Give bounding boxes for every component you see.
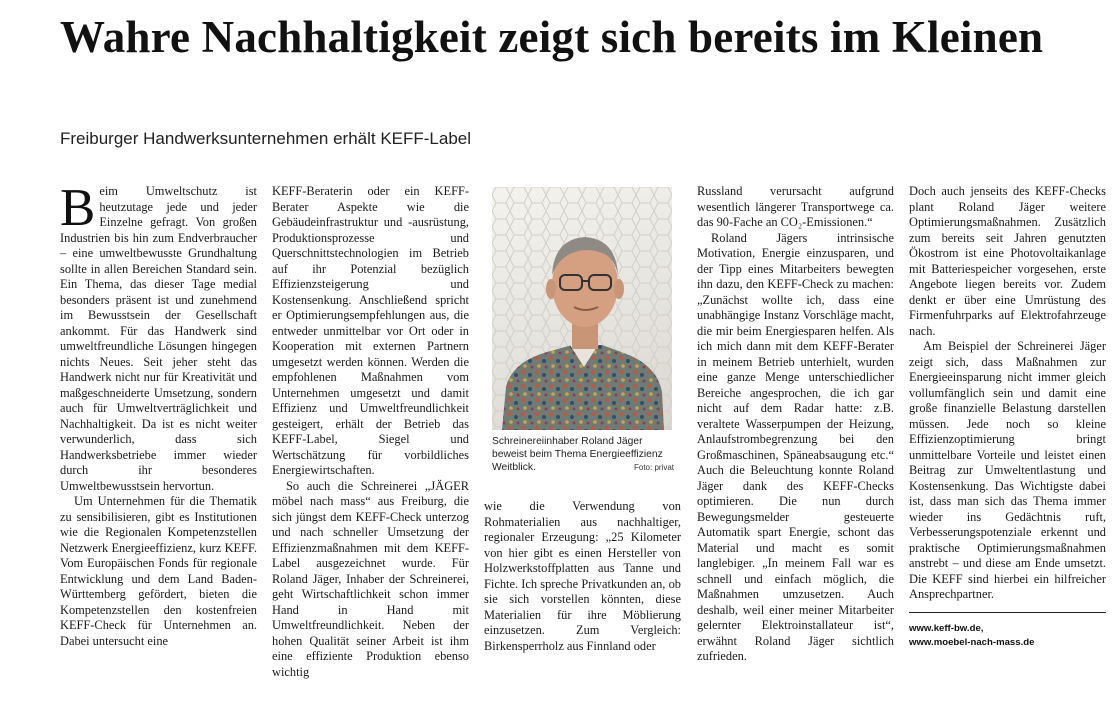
photo-credit: Foto: privat xyxy=(633,463,674,472)
article-column-3 xyxy=(484,499,681,654)
portrait-illustration xyxy=(492,187,672,430)
paragraph: Roland Jägers intrinsische Motivation, Energie einzusparen, und der Tipp eines Mitarbeiters bewegten ihn dazu, den KEFF-Check zu machen: „Zunächst wollte ich, dass eine unabhängige Instanz Vorschläge macht, die mir beim Energiesparen helfen. Als ich mich dann mit dem KEFF-Berater in meinem Betrieb unterhielt, wurden eine ganze Menge unterschiedlicher Bereiche angesprochen, die ich gar nicht auf dem Radar hatte: z.B. veraltete Wasserpumpen der Heizung, Anlaufstrombegrenzung bei den Großmaschinen, Späneabsaugung etc.“ Auch die Beleuchtung konnte Roland Jäger dank des KEFF-Checks optimieren. Die nun durch Bewegungsmelder gesteuerte Automatik spart Energie, schont das Material und macht es somit langlebiger. „In meinem Fall war es schnell und einfach möglich, die Maßnahmen umzusetzen. Auch deshalb, weil einer meiner Mitarbeiter gelernter Elektroinstallateur ist“, erwähnt Roland Jäger sichtlich zufrieden. xyxy=(697,230,894,663)
article-column-5 xyxy=(909,184,1106,603)
drop-cap: B xyxy=(60,179,96,237)
divider xyxy=(909,612,1106,613)
article-column-2 xyxy=(272,184,469,680)
portrait-photo xyxy=(492,187,672,430)
article-column-1 xyxy=(60,179,257,649)
paragraph: Beim Umweltschutz ist heutzutage jede und jeder Einzelne gefragt. Von großen Industrien bis hin zum Endverbraucher – eine umweltbewusste Grundhaltung sollte in allen Bereichen Standard sein. Ein Thema, das dieser Tage medial besonders präsent ist und zunehmend im Bewusstsein der Gesellschaft ankommt. Für das Handwerk sind umweltfreundliche Lösungen hingegen nichts Neues. Seit jeher steht das Handwerk nicht nur für Kreativität und maßgeschneiderte Umsetzung, sondern auch für Umweltverträglichkeit und Nachhaltigkeit. Da ist es nicht weiter verwunderlich, dass sich Handwerksbetriebe immer wieder durch ihr besonderes Umweltbewusstsein hervortun. xyxy=(60,179,257,493)
subtitle: Freiburger Handwerksunternehmen erhält KEFF-Label xyxy=(60,129,472,148)
article-column-4 xyxy=(697,184,894,665)
web-links xyxy=(909,622,1106,650)
paragraph: Um Unternehmen für die Thematik zu sensibilisieren, gibt es Institutionen wie die Regionalen Kompetenzstellen Netzwerk Energieeffizienz, kurz KEFF. Vom Europäischen Fonds für regionale Entwicklung und dem Land Baden-Württemberg gefördert, bieten die Kompetenzstellen den kostenfreien KEFF-Check für Unternehmen an. Dabei untersucht eine xyxy=(60,494,257,648)
paragraph: Doch auch jenseits des KEFF-Checks plant Roland Jäger weitere Optimierungsmaßnahmen. Zusätzlich zum bereits seit Jahren genutzten Ökostrom ist eine Photovoltaikanlage mit Batteriespeicher vorgesehen, erste Angebote liegen bereits vor. Zudem denkt er über eine Umrüstung des Firmenfuhrparks auf Elektrofahrzeuge nach. xyxy=(909,184,1106,338)
paragraph: Russland verursacht aufgrund wesentlich längerer Transportwege ca. das 90-Fache an CO₂-Emissionen.“ xyxy=(697,184,894,229)
paragraph: wie die Verwendung von Rohmaterialien aus nachhaltiger, regionaler Erzeugung: „25 Kilometer von hier gibt es einen Hersteller von Holzwerkstoffplatten aus Tanne und Fichte. Ich spreche Privatkunden an, ob sie sich vorstellen könnten, diese Materialien für ihre Möblierung einzusetzen. Zum Vergleich: Birkensperrholz aus Finnland oder xyxy=(484,499,681,653)
paragraph: KEFF-Beraterin oder ein KEFF-Berater Aspekte wie die Gebäudeinfrastruktur und -ausrüstung, Produktionsprozesse und Querschnittstechnologien im Betrieb auf ihr Potenzial bezüglich Effizienzsteigerung und Kostensenkung. Anschließend spricht er Optimierungsempfehlungen aus, die entweder unmittelbar vor Ort oder in Kooperation mit externen Partnern umgesetzt werden können. Werden die empfohlenen Maßnahmen vom Unternehmen umgesetzt und damit Effizienz und Umweltfreundlichkeit gesteigert, erhält der Betrieb das KEFF-Label, Siegel und Wertschätzung für vorbildliches Energiewirtschaften. xyxy=(272,184,469,477)
caption-text: Schreinereiinhaber Roland Jäger beweist beim Thema Energieeffizienz Weitblick. xyxy=(492,436,663,473)
headline: Wahre Nachhaltigkeit zeigt sich bereits im Kleinen xyxy=(60,12,1044,62)
paragraph: So auch die Schreinerei „JÄGER möbel nach mass“ aus Freiburg, die sich jüngst dem KEFF-Check unterzog und nach schneller Umsetzung der Effizienzmaßnahmen mit dem KEFF-Label ausgezeichnet wurde. Für Roland Jäger, Inhaber der Schreinerei, geht Wirtschaftlichkeit schon immer Hand in Hand mit Umweltfreundlichkeit. Neben der hohen Qualität seiner Arbeit ist ihm eine effiziente Produktion ebenso wichtig xyxy=(272,478,469,679)
photo-caption xyxy=(492,435,674,474)
paragraph: Am Beispiel der Schreinerei Jäger zeigt sich, dass Maßnahmen zur Energieeinsparung nicht immer gleich vollumfänglich sein und damit eine große finanzielle Belastung darstellen müssen. Jede noch so kleine Effizienzoptimierung bringt unmittelbare Vorteile und leistet einen Beitrag zur Umweltentlastung und Kostensenkung. Das Wichtigste dabei ist, dass man sich das Thema immer wieder ins Gedächtnis ruft, Verbesserungspotenziale erkennt und praktische Optimierungsmaßnahmen anstrebt – und diese am Ende umsetzt. Die KEFF sind hierbei ein hilfreicher Ansprechpartner. xyxy=(909,339,1106,601)
link-moebel[interactable]: www.moebel-nach-mass.de xyxy=(909,637,1035,648)
link-keff[interactable]: www.keff-bw.de, xyxy=(909,623,984,634)
